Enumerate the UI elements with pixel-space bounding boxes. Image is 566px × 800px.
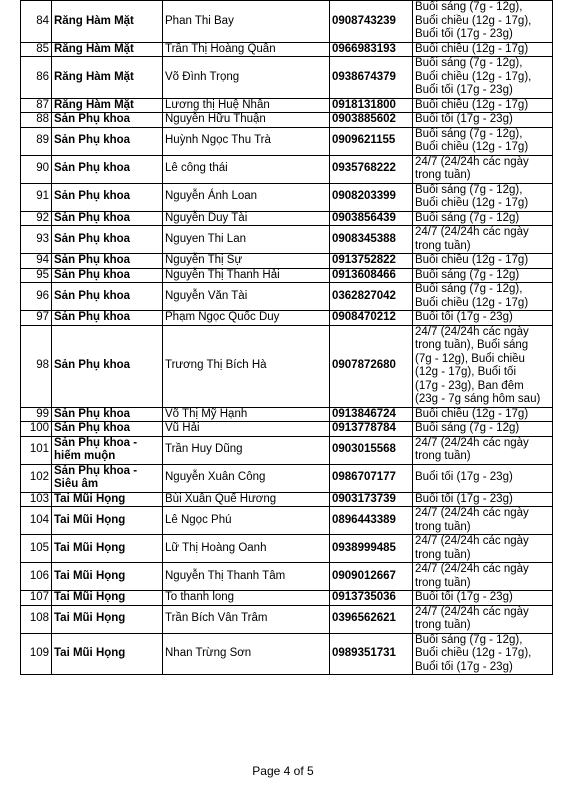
working-hours-line: trong tuần)	[415, 169, 471, 181]
working-hours-line: (17g - 23g), Ban đêm	[415, 379, 524, 392]
doctor-name-cell: Vũ Hải	[163, 422, 330, 437]
doctor-name-cell: Bùi Xuân Quế Hương	[163, 492, 330, 507]
department-cell: Sản Phụ khoa	[52, 422, 163, 437]
working-hours-line: Buổi chiều (12g - 17g),	[415, 70, 532, 83]
working-hours-line: trong tuần)	[415, 520, 471, 533]
working-hours-line: 24/7 (24/24h các ngày	[415, 155, 529, 168]
working-hours-cell	[413, 464, 553, 492]
table-row	[21, 183, 553, 211]
doctor-name-cell: Nguyễn Hữu Thuận	[163, 113, 330, 128]
phone-cell: 0907872680	[330, 325, 413, 407]
table-row	[21, 268, 553, 283]
working-hours-cell	[413, 57, 553, 99]
working-hours-cell	[413, 507, 553, 535]
page-footer: Page 4 of 5	[252, 764, 314, 778]
table-row	[21, 42, 553, 57]
working-hours-line: (7g - 12g), Buổi chiều	[415, 352, 525, 365]
working-hours-line: Buổi sáng (7g - 12g),	[415, 183, 523, 196]
table-row	[21, 633, 553, 675]
table-row	[21, 563, 553, 591]
working-hours-line: 24/7 (24/24h các ngày	[415, 605, 529, 618]
working-hours-cell	[413, 633, 553, 675]
working-hours-line: trong tuần)	[415, 576, 471, 589]
doctor-name-cell: Lê công thái	[163, 155, 330, 183]
table-row	[21, 311, 553, 326]
working-hours-line: trong tuần)	[415, 239, 471, 252]
phone-cell: 0903015568	[330, 436, 413, 464]
doctor-name-cell: Trần Bích Vân Trâm	[163, 605, 330, 633]
department-cell: Tai Mũi Họng	[52, 535, 163, 563]
doctor-name-cell: Nguyễn Ánh Loan	[163, 183, 330, 211]
row-number: 91	[21, 183, 52, 211]
working-hours-cell	[413, 268, 553, 283]
working-hours-line: Buổi tối (17g - 23g)	[415, 84, 513, 96]
department-cell: Tai Mũi Họng	[52, 633, 163, 675]
department-cell: Tai Mũi Họng	[52, 507, 163, 535]
row-number: 95	[21, 268, 52, 283]
table-row	[21, 226, 553, 254]
department-cell: Sản Phụ khoa	[52, 183, 163, 211]
working-hours-cell	[413, 407, 553, 422]
working-hours-line: 24/7 (24/24h các ngày	[415, 535, 529, 547]
doctor-name-cell: Trần Thị Hoàng Quân	[163, 42, 330, 57]
working-hours-line: trong tuần)	[415, 548, 471, 561]
working-hours-cell	[413, 563, 553, 591]
working-hours-cell	[413, 325, 553, 407]
row-number: 105	[21, 535, 52, 563]
working-hours-line: Buổi chiều (12g - 17g)	[415, 42, 529, 55]
row-number: 84	[21, 1, 52, 43]
phone-cell: 0908203399	[330, 183, 413, 211]
department-cell: Sản Phụ khoa	[52, 311, 163, 326]
table-row	[21, 155, 553, 183]
table-row	[21, 98, 553, 113]
row-number: 106	[21, 563, 52, 591]
working-hours-line: 24/7 (24/24h các ngày	[415, 325, 529, 338]
table-row	[21, 591, 553, 606]
table-row	[21, 492, 553, 507]
table-row	[21, 127, 553, 155]
department-cell: Sản Phụ khoa	[52, 113, 163, 128]
department-cell: Sản Phụ khoa - hiếm muộn	[52, 436, 163, 464]
department-cell: Sản Phụ khoa	[52, 155, 163, 183]
row-number: 88	[21, 113, 52, 128]
working-hours-line: trong tuần), Buổi sáng	[415, 339, 529, 351]
doctor-name-cell: Nguyễn Duy Tài	[163, 211, 330, 226]
phone-cell: 0908345388	[330, 226, 413, 254]
row-number: 104	[21, 507, 52, 535]
working-hours-cell	[413, 254, 553, 269]
working-hours-line: Buổi tối (17g - 23g)	[415, 660, 513, 673]
department-cell: Răng Hàm Mặt	[52, 1, 163, 43]
working-hours-cell	[413, 98, 553, 113]
working-hours-line: Buổi tối (17g - 23g)	[415, 471, 513, 484]
table-row	[21, 254, 553, 269]
phone-cell: 0913846724	[330, 407, 413, 422]
phone-cell: 0903856439	[330, 211, 413, 226]
working-hours-cell	[413, 42, 553, 57]
phone-cell: 0909621155	[330, 127, 413, 155]
row-number: 94	[21, 254, 52, 269]
doctor-name-cell: Phan Thi Bay	[163, 1, 330, 43]
table-row	[21, 113, 553, 128]
table-row	[21, 422, 553, 437]
table-row	[21, 1, 553, 43]
working-hours-line: Buổi sáng (7g - 12g)	[415, 211, 520, 224]
department-cell: Sản Phụ khoa	[52, 268, 163, 283]
working-hours-line: Buổi sáng (7g - 12g),	[415, 633, 523, 646]
working-hours-line: Buổi chiều (12g - 17g)	[415, 141, 529, 153]
working-hours-line: Buổi tối (17g - 23g)	[415, 492, 513, 505]
working-hours-line: Buổi chiều (12g - 17g)	[415, 197, 529, 209]
working-hours-line: Buổi sáng (7g - 12g),	[415, 1, 523, 13]
working-hours-line: Buổi chiều (12g - 17g)	[415, 254, 529, 266]
row-number: 102	[21, 464, 52, 492]
doctor-name-cell: Võ Đình Trọng	[163, 57, 330, 99]
department-cell: Sản Phụ khoa	[52, 283, 163, 311]
working-hours-line: 24/7 (24/24h các ngày	[415, 507, 529, 519]
phone-cell: 0938674379	[330, 57, 413, 99]
table-row	[21, 57, 553, 99]
working-hours-line: Buổi chiều (12g - 17g),	[415, 647, 532, 659]
department-cell: Tai Mũi Họng	[52, 492, 163, 507]
doctor-name-cell: Nguyễn Văn Tài	[163, 283, 330, 311]
table-row	[21, 211, 553, 226]
working-hours-line: Buổi sáng (7g - 12g),	[415, 283, 523, 295]
working-hours-line: Buổi chiều (12g - 17g)	[415, 98, 529, 111]
doctor-name-cell: Nguyễn Xuân Công	[163, 464, 330, 492]
doctor-name-cell: Lữ Thị Hoàng Oanh	[163, 535, 330, 563]
department-cell: Tai Mũi Họng	[52, 591, 163, 606]
doctor-name-cell: Nguyễn Thị Sự	[163, 254, 330, 269]
working-hours-cell	[413, 605, 553, 633]
row-number: 98	[21, 325, 52, 407]
doctor-name-cell: To thanh long	[163, 591, 330, 606]
department-cell: Sản Phụ khoa	[52, 211, 163, 226]
doctor-name-cell: Phạm Ngọc Quốc Duy	[163, 311, 330, 326]
row-number: 107	[21, 591, 52, 606]
phone-cell: 0913778784	[330, 422, 413, 437]
doctor-name-cell: Trần Huy Dũng	[163, 436, 330, 464]
working-hours-line: trong tuần)	[415, 619, 471, 631]
row-number: 89	[21, 127, 52, 155]
working-hours-cell	[413, 311, 553, 326]
phone-cell: 0918131800	[330, 98, 413, 113]
working-hours-cell	[413, 155, 553, 183]
department-cell: Răng Hàm Mặt	[52, 42, 163, 57]
working-hours-line: Buổi tối (17g - 23g)	[415, 311, 513, 323]
working-hours-line: Buổi chiều (12g - 17g)	[415, 407, 529, 420]
working-hours-cell	[413, 127, 553, 155]
working-hours-line: (23g - 7g sáng hôm sau)	[415, 393, 541, 405]
row-number: 87	[21, 98, 52, 113]
doctor-table	[20, 0, 553, 675]
department-cell: Sản Phụ khoa	[52, 127, 163, 155]
department-cell: Sản Phụ khoa - Siêu âm	[52, 464, 163, 492]
table-row	[21, 325, 553, 407]
phone-cell: 0935768222	[330, 155, 413, 183]
table-row	[21, 407, 553, 422]
phone-cell: 0362827042	[330, 283, 413, 311]
phone-cell: 0938999485	[330, 535, 413, 563]
working-hours-cell	[413, 492, 553, 507]
working-hours-cell	[413, 183, 553, 211]
row-number: 108	[21, 605, 52, 633]
department-cell: Tai Mũi Họng	[52, 563, 163, 591]
working-hours-line: 24/7 (24/24h các ngày	[415, 563, 529, 575]
department-cell: Sản Phụ khoa	[52, 254, 163, 269]
doctor-name-cell: Nguyễn Thị Thanh Hải	[163, 268, 330, 283]
working-hours-line: Buổi tối (17g - 23g)	[415, 113, 513, 125]
working-hours-line: Buổi tối (17g - 23g)	[415, 28, 513, 40]
working-hours-line: Buổi chiều (12g - 17g)	[415, 296, 529, 309]
phone-cell: 0396562621	[330, 605, 413, 633]
working-hours-cell	[413, 591, 553, 606]
doctor-name-cell: Lê Ngọc Phú	[163, 507, 330, 535]
table-row	[21, 507, 553, 535]
row-number: 100	[21, 422, 52, 437]
working-hours-line: Buổi sáng (7g - 12g)	[415, 268, 520, 281]
working-hours-line: Buổi tối (17g - 23g)	[415, 591, 513, 603]
table-row	[21, 283, 553, 311]
department-cell: Răng Hàm Mặt	[52, 57, 163, 99]
doctor-name-cell: Trương Thị Bích Hà	[163, 325, 330, 407]
row-number: 101	[21, 436, 52, 464]
phone-cell: 0989351731	[330, 633, 413, 675]
department-cell: Sản Phụ khoa	[52, 325, 163, 407]
working-hours-line: 24/7 (24/24h các ngày	[415, 436, 529, 449]
phone-cell: 0903173739	[330, 492, 413, 507]
doctor-name-cell: Nguyễn Thị Thanh Tâm	[163, 563, 330, 591]
row-number: 86	[21, 57, 52, 99]
table-row	[21, 605, 553, 633]
table-row	[21, 464, 553, 492]
doctor-name-cell: Nguyen Thi Lan	[163, 226, 330, 254]
phone-cell: 0913735036	[330, 591, 413, 606]
working-hours-line: Buổi chiều (12g - 17g),	[415, 14, 532, 27]
department-cell: Sản Phụ khoa	[52, 407, 163, 422]
phone-cell: 0913752822	[330, 254, 413, 269]
table-row	[21, 535, 553, 563]
department-cell: Răng Hàm Mặt	[52, 98, 163, 113]
working-hours-line: 24/7 (24/24h các ngày	[415, 226, 529, 238]
department-cell: Sản Phụ khoa	[52, 226, 163, 254]
row-number: 90	[21, 155, 52, 183]
phone-cell: 0909012667	[330, 563, 413, 591]
row-number: 92	[21, 211, 52, 226]
row-number: 93	[21, 226, 52, 254]
working-hours-cell	[413, 1, 553, 43]
working-hours-cell	[413, 535, 553, 563]
doctor-name-cell: Nhan Trừng Sơn	[163, 633, 330, 675]
phone-cell: 0986707177	[330, 464, 413, 492]
row-number: 103	[21, 492, 52, 507]
department-cell: Tai Mũi Họng	[52, 605, 163, 633]
working-hours-cell	[413, 211, 553, 226]
working-hours-cell	[413, 226, 553, 254]
working-hours-line: Buổi sáng (7g - 12g),	[415, 57, 523, 69]
row-number: 99	[21, 407, 52, 422]
working-hours-line: Buổi sáng (7g - 12g)	[415, 422, 520, 434]
phone-cell: 0896443389	[330, 507, 413, 535]
working-hours-cell	[413, 113, 553, 128]
phone-cell: 0908470212	[330, 311, 413, 326]
working-hours-line: Buổi sáng (7g - 12g),	[415, 127, 523, 140]
table-row	[21, 436, 553, 464]
row-number: 97	[21, 311, 52, 326]
doctor-name-cell: Võ Thị Mỹ Hạnh	[163, 407, 330, 422]
working-hours-line: trong tuần)	[415, 450, 471, 462]
doctor-name-cell: Huỳnh Ngọc Thu Trà	[163, 127, 330, 155]
row-number: 109	[21, 633, 52, 675]
phone-cell: 0903885602	[330, 113, 413, 128]
row-number: 96	[21, 283, 52, 311]
doctor-table-body	[21, 1, 553, 675]
working-hours-line: (12g - 17g), Buổi tối	[415, 366, 517, 378]
phone-cell: 0908743239	[330, 1, 413, 43]
phone-cell: 0913608466	[330, 268, 413, 283]
working-hours-cell	[413, 422, 553, 437]
working-hours-cell	[413, 436, 553, 464]
row-number: 85	[21, 42, 52, 57]
working-hours-cell	[413, 283, 553, 311]
doctor-name-cell: Lương thị Huệ Nhân	[163, 98, 330, 113]
phone-cell: 0966983193	[330, 42, 413, 57]
